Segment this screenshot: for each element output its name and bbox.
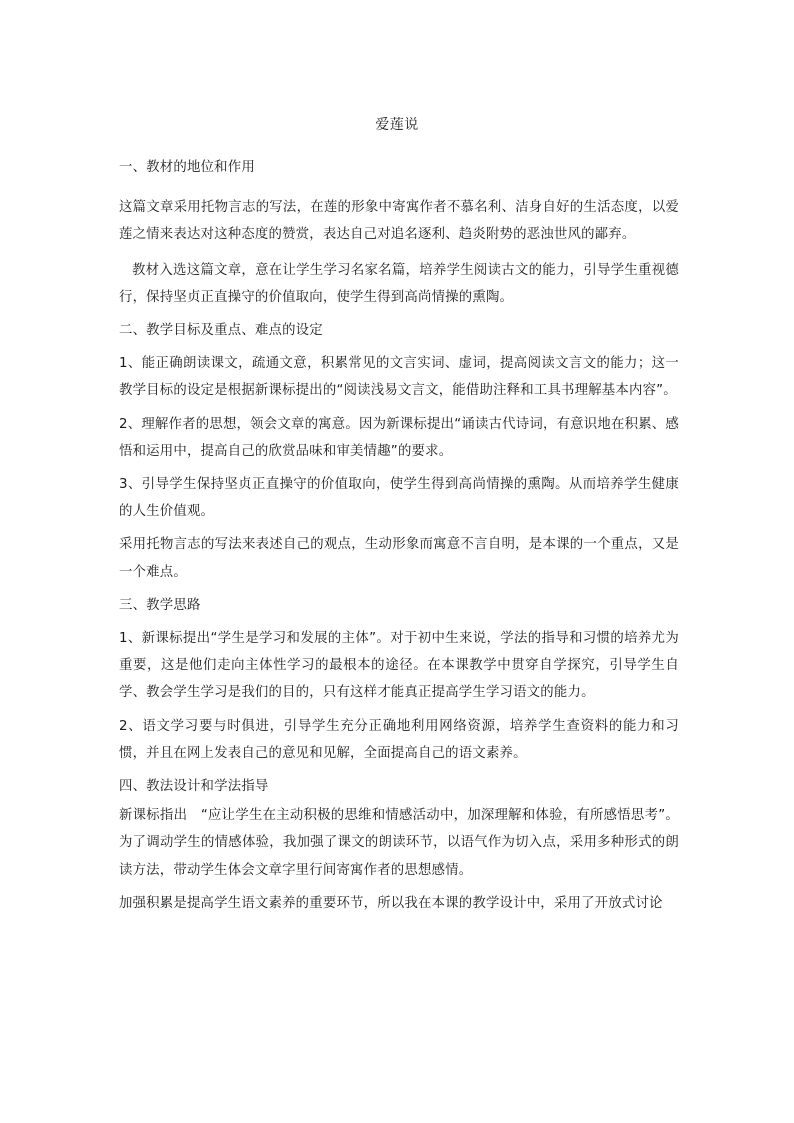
paragraph: 3、引导学生保持坚贞正直操守的价值取向，使学生得到高尚情操的熏陶。从而培养学生健康的人生价值观。: [119, 477, 679, 520]
paragraph: 2、语文学习要与时俱进，引导学生充分正确地利用网络资源，培养学生查资料的能力和习惯，并且在网上发表自己的意见和见解，全面提高自己的语文素养。: [119, 718, 679, 761]
paragraph: 教材入选这篇文章，意在让学生学习名家名篇，培养学生阅读古文的能力，引导学生重视德行，保持坚贞正直操守的价值取向，使学生得到高尚情操的熏陶。: [119, 262, 679, 305]
section-heading-2: 二、教学目标及重点、难点的设定: [119, 323, 323, 339]
section-heading-4: 四、教法设计和学法指导: [119, 779, 269, 795]
section-heading-1: 一、教材的地位和作用: [119, 160, 255, 175]
paragraph: 新课标指出 “应让学生在主动积极的思维和情感活动中，加深理解和体验，有所感悟思考”。为了调动学生的情感体验，我加强了课文的朗读环节，以语气作为切入点，采用多种形式的朗读方法，带动学生体会文章字里行间寄寓作者的思想感情。: [119, 808, 679, 878]
paragraph: 加强积累是提高学生语文素养的重要环节，所以我在本课的教学设计中，采用了开放式讨论: [119, 895, 663, 911]
paragraph: 这篇文章采用托物言志的写法，在莲的形象中寄寓作者不慕名利、洁身自好的生活态度，以爱莲之情来表达对这种态度的赞赏，表达自己对追名逐利、趋炎附势的恶浊世风的鄙弃。: [119, 200, 679, 243]
paragraph: 1、能正确朗读课文，疏通文意，积累常见的文言实词、虚词，提高阅读文言文的能力；这一教学目标的设定是根据新课标提出的“阅读浅易文言文，能借助注释和工具书理解基本内容”。: [119, 356, 679, 399]
document-title: 爱莲说: [375, 117, 419, 133]
paragraph: 采用托物言志的写法来表述自己的观点，生动形象而寓意不言自明，是本课的一个重点，又是一个难点。: [119, 537, 679, 580]
paragraph: 1、新课标提出“学生是学习和发展的主体”。对于初中生来说，学法的指导和习惯的培养尤为重要，这是他们走向主体性学习的最根本的途径。在本课教学中贯穿自学探究，引导学生自学、教会学生学习是我们的目的，只有这样才能真正提高学生学习语文的能力。: [119, 631, 679, 701]
paragraph: 2、理解作者的思想，领会文章的寓意。因为新课标提出“诵读古代诗词，有意识地在积累、感悟和运用中，提高自己的欣赏品味和审美情趣”的要求。: [119, 416, 679, 459]
document-body: [119, 152, 679, 917]
section-heading-3: 三、教学思路: [119, 597, 201, 613]
